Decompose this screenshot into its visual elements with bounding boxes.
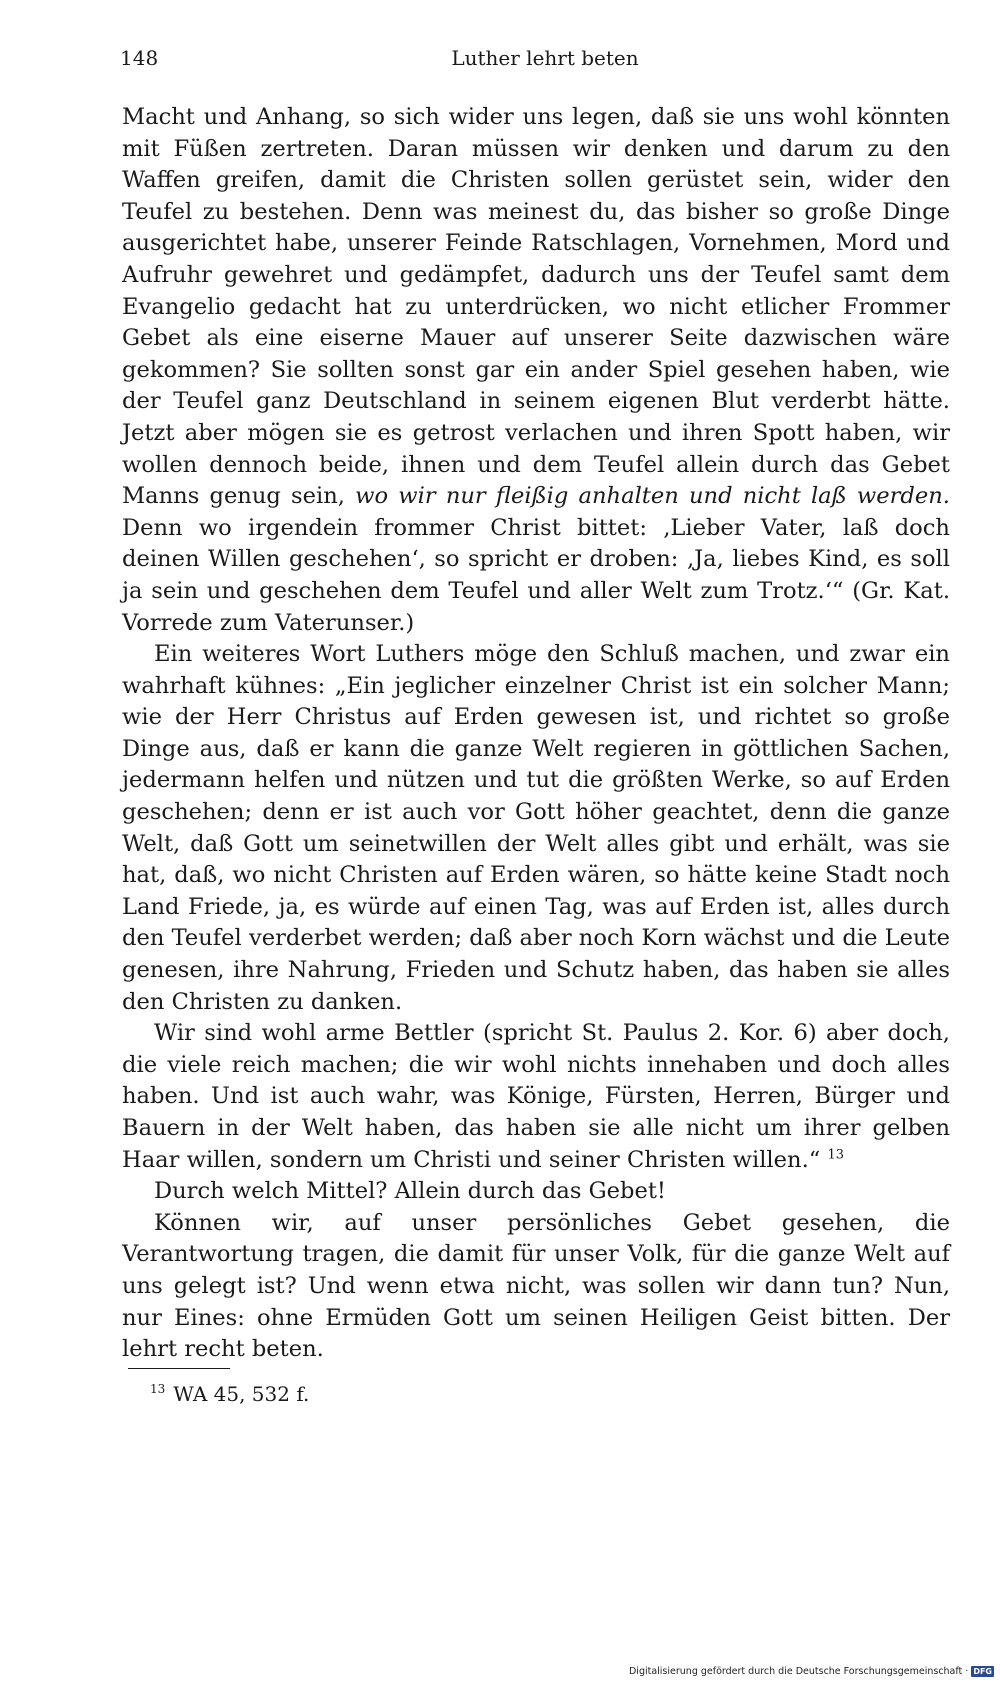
running-title: Luther lehrt beten — [451, 46, 639, 70]
paragraph-1-text-before: Macht und Anhang, so sich wider uns legen, daß sie uns wohl könnten mit Füßen zertreten. Daran müssen wir denken und darum zu den Waffen greifen, damit die Christen sollen gerüstet sein, wider den Teufel zu bestehen. Denn was meinest du, das bisher so große Dinge ausgerichtet habe, unserer Feinde Ratschlagen, Vornehmen, Mord und Aufruhr gewehret und gedämpfet, dadurch uns der Teufel samt dem Evangelio gedacht hat zu unterdrücken, wo nicht etlicher Frommer Gebet als eine eiserne Mauer auf unserer Seite dazwischen wäre gekommen? Sie sollten sonst gar ein ander Spiel gesehen haben, wie der Teufel ganz Deutschland in seinem eigenen Blut verderbt hätte. Jetzt aber mögen sie es getrost verlachen und ihren Spott haben, wir wollen dennoch beide, ihnen und dem Teufel allein durch das Gebet Manns genug sein, — [122, 104, 950, 510]
footnote-reference[interactable]: 13 — [827, 1147, 845, 1163]
footnote-text: WA 45, 532 f. — [173, 1382, 310, 1406]
paragraph-3 — [122, 1018, 950, 1176]
footnote-divider — [128, 1368, 230, 1369]
paragraph-4: Durch welch Mittel? Allein durch das Gebet! — [154, 1178, 667, 1205]
page-number: 148 — [120, 46, 159, 70]
paragraph-1-emphasis: wo wir nur fleißig anhalten und nicht laß werden. — [355, 483, 950, 510]
paragraph-1-text-after: Denn wo irgendein frommer Christ bittet: ‚Lieber Vater, laß doch deinen Willen geschehen‘, so spricht er droben: ‚Ja, liebes Kind, es soll ja sein und geschehen dem Teufel und aller Welt zum Trotz.‘“ (Gr. Kat. Vorrede zum Vaterunser.) — [122, 514, 950, 636]
dfg-logo: DFG — [973, 1667, 992, 1676]
footnote-number: 13 — [150, 1382, 166, 1397]
paragraph-1 — [122, 102, 950, 639]
paragraph-5: Können wir, auf unser persönliches Gebet gesehen, die Verantwortung tragen, die damit für unser Volk, für die ganze Welt auf uns gelegt ist? Und wenn etwa nicht, was sollen wir dann tun? Nun, nur Eines: ohne Ermüden Gott um seinen Heiligen Geist bitten. Der lehrt recht beten. — [122, 1209, 950, 1363]
digitization-notice — [600, 1664, 994, 1680]
paragraph-2: Ein weiteres Wort Luthers möge den Schluß machen, und zwar ein wahrhaft kühnes: „Ein jeglicher einzelner Christ ist ein solcher Mann; wie der Herr Christus auf Erden gewesen ist, und richtet so große Dinge aus, daß er kann die ganze Welt regieren in göttlichen Sachen, jedermann helfen und nützen und tut die größten Werke, so auf Erden geschehen; denn er ist auch vor Gott höher geachtet, denn die ganze Welt, daß Gott um seinetwillen der Welt alles gibt und erhält, was sie hat, daß, wo nicht Christen auf Erden wären, so hätte keine Stadt noch Land Friede, ja, es würde auf einen Tag, was auf Erden ist, alles durch den Teufel verderbet werden; daß aber noch Korn wächst und die Leute genesen, ihre Nahrung, Frieden und Schutz haben, das haben sie alles den Christen zu danken. — [122, 641, 950, 1015]
body-text — [122, 102, 950, 1366]
paragraph-3-text: Wir sind wohl arme Bettler (spricht St. Paulus 2. Kor. 6) aber doch, die viele reich machen; die wir wohl nichts innehaben und doch alles haben. Und ist auch wahr, was Könige, Fürsten, Herren, Bürger und Bauern in der Welt haben, das haben sie alle nicht um ihrer gelben Haar willen, sondern um Christi und seiner Christen willen.“ — [122, 1020, 950, 1173]
digitization-notice-text: Digitalisierung gefördert durch die Deutsche Forschungsgemeinschaft · — [628, 1666, 969, 1677]
footnote — [150, 1380, 309, 1408]
page-header — [120, 46, 950, 80]
